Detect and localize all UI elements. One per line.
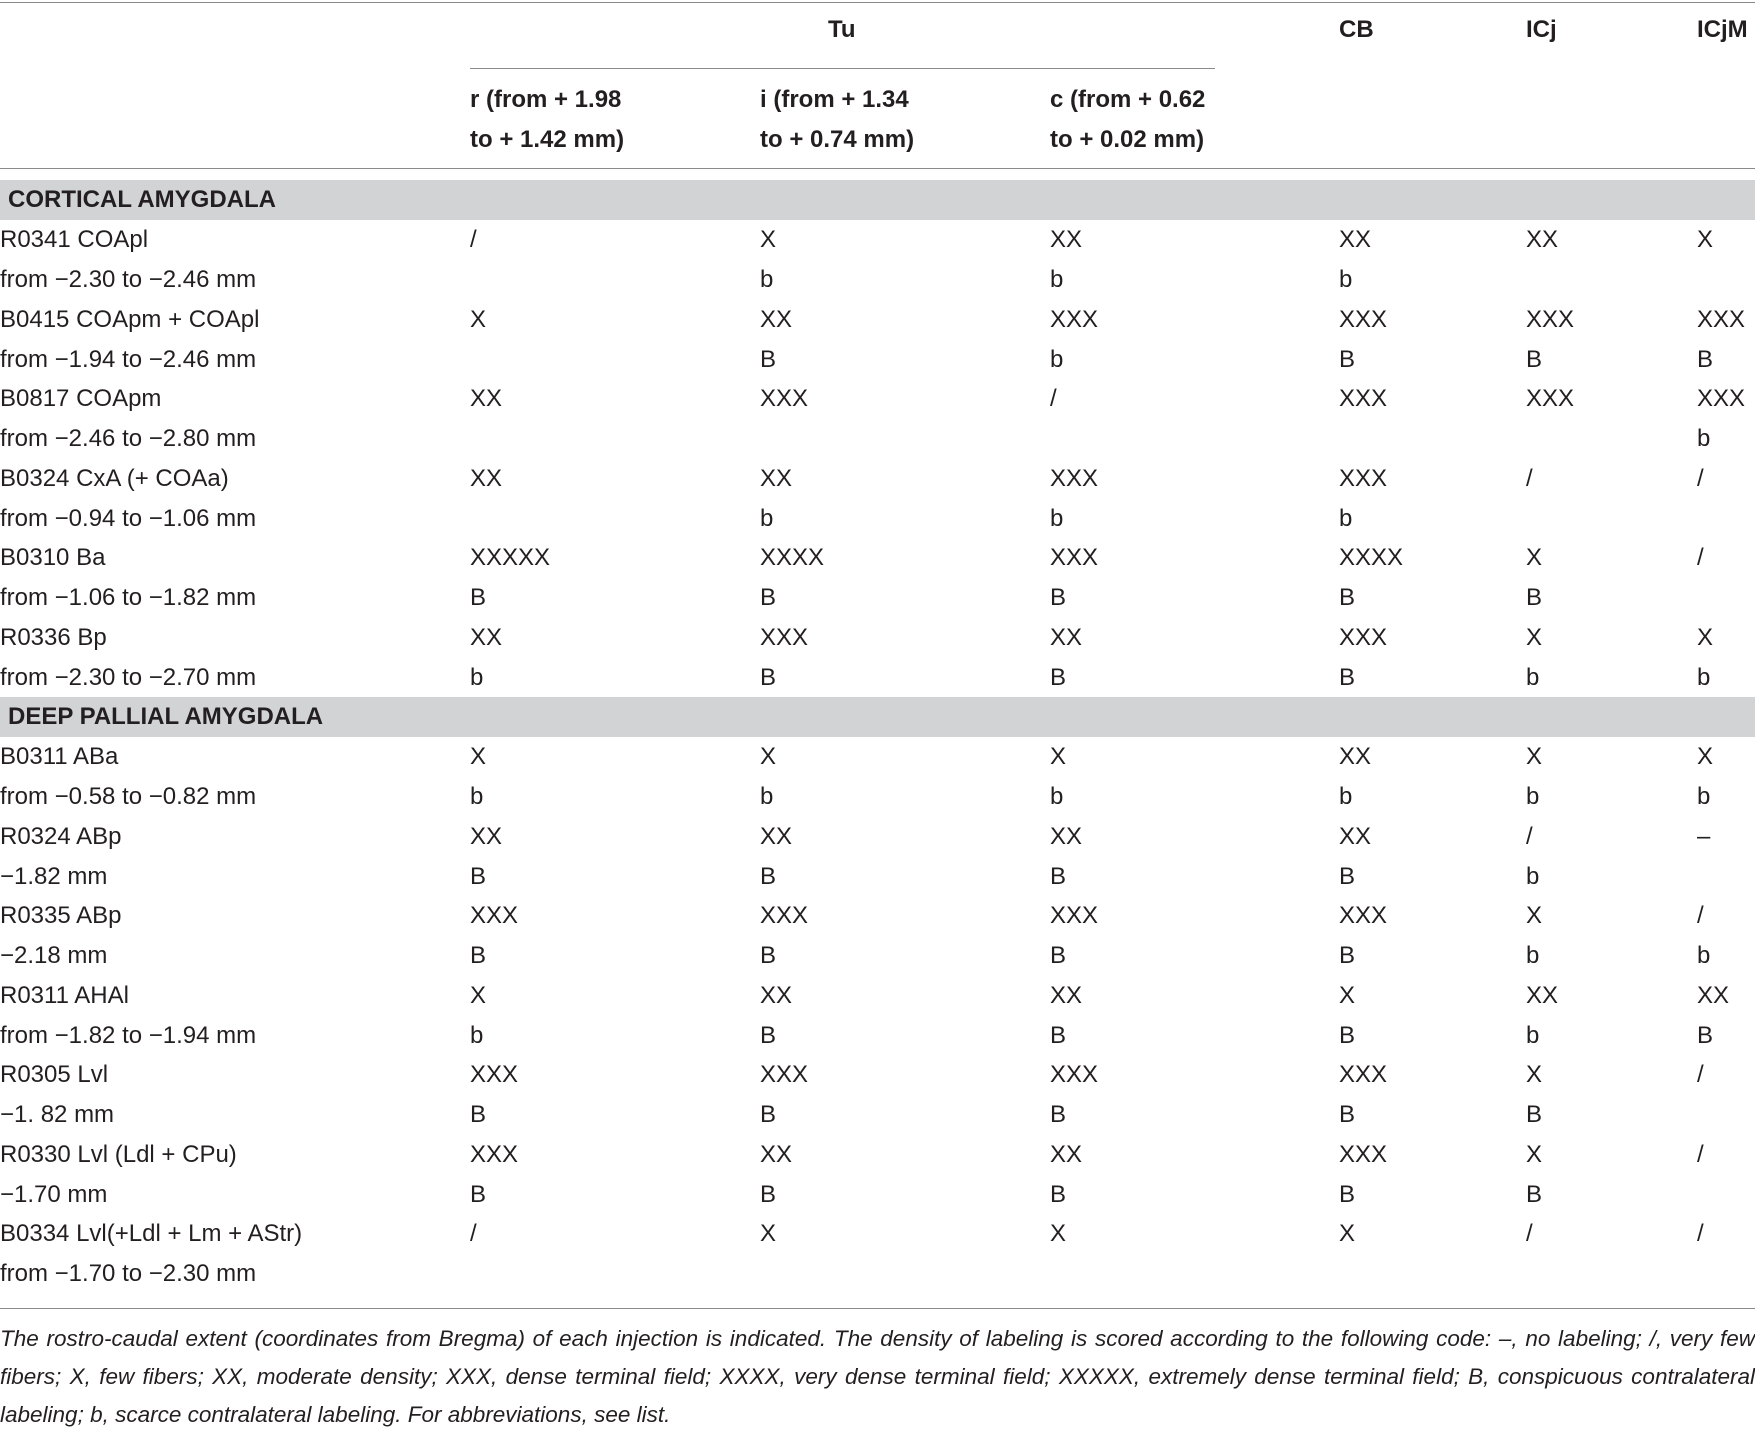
injection-range: from −2.30 to −2.70 mm [0,663,257,691]
density-c: X [1050,743,1067,770]
header-c-line1: c (from + 0.62 [1050,86,1206,113]
section-title: DEEP PALLIAL AMYGDALA [8,703,324,730]
contralateral-c: B [1050,1021,1067,1049]
density-i: XXX [760,385,809,412]
density-icjm: / [1697,464,1704,492]
density-c: XX [1050,226,1083,253]
contralateral-r: B [470,1101,487,1128]
density-icjm: X [1697,623,1714,651]
injection-name: R0341 COApl [0,226,149,253]
header-icjm: ICjM [1697,16,1748,43]
density-i: XX [760,1140,793,1168]
injection-range: from −0.94 to −1.06 mm [0,504,257,532]
contralateral-c: B [1050,1101,1067,1128]
injection-range: from −1.82 to −1.94 mm [0,1021,257,1049]
density-c: XXX [1050,1061,1099,1088]
header-tu: Tu [828,16,856,43]
contralateral-r: B [470,942,487,969]
contralateral-i: B [760,1180,777,1208]
contralateral-c: b [1050,783,1064,810]
contralateral-icj: b [1526,783,1540,810]
contralateral-icjm: b [1697,942,1711,969]
header-r-line1: r (from + 1.98 [470,86,622,113]
contralateral-r: B [470,862,487,890]
contralateral-icj: b [1526,862,1540,890]
injection-name: B0817 COApm [0,385,162,412]
density-i: X [760,743,777,770]
contralateral-r: B [470,1180,487,1208]
density-c: X [1050,1220,1067,1247]
density-cb: X [1339,981,1356,1009]
contralateral-c: B [1050,1180,1067,1208]
injection-name: B0415 COApm + COApl [0,305,260,333]
injection-name: B0334 Lvl(+Ldl + Lm + AStr) [0,1220,303,1247]
contralateral-i: B [760,1101,777,1128]
density-r: X [470,305,487,333]
section-header-deep-pallial [0,697,1755,737]
density-i: XXX [760,902,809,929]
contralateral-cb: B [1339,942,1356,969]
density-icj: XXX [1526,385,1575,412]
section-title: CORTICAL AMYGDALA [8,186,276,213]
density-c: XX [1050,1140,1083,1168]
contralateral-i: b [760,783,774,810]
density-icjm: / [1697,1061,1704,1088]
injection-name: B0311 ABa [0,743,119,770]
contralateral-r: b [470,783,484,810]
contralateral-icjm: B [1697,1021,1714,1049]
contralateral-icjm: b [1697,783,1711,810]
injection-range: from −1.94 to −2.46 mm [0,345,257,373]
contralateral-icj: B [1526,1101,1543,1128]
contralateral-cb: B [1339,345,1356,373]
contralateral-i: B [760,345,777,373]
contralateral-icjm: b [1697,663,1711,691]
contralateral-icj: b [1526,663,1540,691]
table-row [0,538,1755,618]
table-row [0,737,1755,817]
density-r: XXX [470,902,519,929]
table-row [0,976,1755,1056]
contralateral-i: b [760,266,774,293]
injection-name: R0335 ABp [0,902,122,929]
contralateral-cb: B [1339,862,1356,890]
injection-name: R0330 Lvl (Ldl + CPu) [0,1140,237,1168]
density-icj: XXX [1526,305,1575,333]
contralateral-icj: b [1526,1021,1540,1049]
density-cb: XXXX [1339,544,1404,571]
density-r: XXX [470,1061,519,1088]
density-r: XXXXX [470,544,551,571]
density-icj: XX [1526,226,1559,253]
injection-range: from −2.46 to −2.80 mm [0,425,257,452]
contralateral-i: B [760,862,777,890]
contralateral-icj: B [1526,584,1543,611]
density-i: XXX [760,623,809,651]
contralateral-c: B [1050,942,1067,969]
header-i-line2: to + 0.74 mm) [760,126,915,153]
contralateral-cb: B [1339,1021,1356,1049]
table-row [0,300,1755,380]
density-cb: XXX [1339,902,1388,929]
table-row [0,1055,1755,1135]
injection-name: R0324 ABp [0,822,122,850]
density-icjm: X [1697,226,1714,253]
density-icj: X [1526,544,1543,571]
contralateral-cb: b [1339,266,1353,293]
header-icj: ICj [1526,16,1557,43]
density-c: / [1050,385,1057,412]
density-cb: XX [1339,743,1372,770]
injection-name: R0305 Lvl [0,1061,109,1088]
density-icj: / [1526,822,1533,850]
contralateral-icjm: b [1697,425,1711,452]
injection-range: −1.70 mm [0,1180,108,1208]
contralateral-cb: B [1339,1101,1356,1128]
contralateral-i: b [760,504,774,532]
density-icjm: / [1697,544,1704,571]
density-i: XXXX [760,544,825,571]
contralateral-cb: b [1339,504,1353,532]
density-cb: XXX [1339,1061,1388,1088]
density-icj: / [1526,1220,1533,1247]
header-cb: CB [1339,16,1374,43]
density-icj: / [1526,464,1533,492]
contralateral-i: B [760,942,777,969]
contralateral-c: b [1050,504,1064,532]
injection-range: from −1.70 to −2.30 mm [0,1260,257,1287]
density-icjm: / [1697,1220,1704,1247]
contralateral-c: B [1050,663,1067,691]
contralateral-cb: B [1339,584,1356,611]
tu-span-rule [470,68,1215,69]
header-i-line1: i (from + 1.34 [760,86,909,113]
contralateral-i: B [760,584,777,611]
density-cb: XXX [1339,1140,1388,1168]
density-i: X [760,226,777,253]
contralateral-icj: B [1526,1180,1543,1208]
density-i: XX [760,822,793,850]
injection-range: −2.18 mm [0,942,108,969]
injection-name: R0311 AHAl [0,981,129,1009]
injection-name: B0324 CxA (+ COAa) [0,464,229,492]
header-c-line2: to + 0.02 mm) [1050,126,1205,153]
density-cb: XXX [1339,385,1388,412]
density-c: XX [1050,623,1083,651]
density-icj: X [1526,902,1543,929]
injection-range: −1. 82 mm [0,1101,115,1128]
injection-name: B0310 Ba [0,544,106,571]
table-footnote: The rostro-caudal extent (coordinates from Bregma) of each injection is indicated. The density of labeling is scored according to the following code: –, no labeling; /, very few fibers; X, few fibers; XX, moderate density; XXX, dense terminal field; XXXX, very dense terminal field; XXXXX, extremely dense terminal field; B, conspicuous contralateral labeling; b, scarce contralateral labeling. For abbreviations, see list. [0,1326,1755,1427]
density-r: XX [470,385,503,412]
header-r-line2: to + 1.42 mm) [470,126,625,153]
density-icjm: XX [1697,981,1730,1009]
density-icj: X [1526,1140,1543,1168]
contralateral-cb: b [1339,783,1353,810]
density-cb: X [1339,1220,1356,1247]
contralateral-r: b [470,663,484,691]
table-row [0,896,1755,976]
table-row [0,459,1755,539]
density-i: X [760,1220,777,1247]
density-r: / [470,226,477,253]
density-c: XX [1050,822,1083,850]
density-i: XX [760,464,793,492]
table-row [0,817,1755,897]
contralateral-cb: B [1339,663,1356,691]
contralateral-cb: B [1339,1180,1356,1208]
density-cb: XX [1339,822,1372,850]
density-r: X [470,743,487,770]
contralateral-icj: b [1526,942,1540,969]
injection-range: from −0.58 to −0.82 mm [0,783,257,810]
density-icjm: – [1697,822,1711,850]
density-r: XX [470,464,503,492]
contralateral-i: B [760,1021,777,1049]
contralateral-r: B [470,584,487,611]
density-r: XX [470,623,503,651]
density-icjm: / [1697,1140,1704,1168]
injection-range: −1.82 mm [0,862,108,890]
density-icj: X [1526,1061,1543,1088]
density-i: XX [760,981,793,1009]
contralateral-icjm: B [1697,345,1714,373]
contralateral-icj: B [1526,345,1543,373]
contralateral-r: b [470,1021,484,1049]
injection-name: R0336 Bp [0,623,107,651]
density-cb: XXX [1339,305,1388,333]
density-cb: XXX [1339,623,1388,651]
injection-range: from −2.30 to −2.46 mm [0,266,257,293]
density-r: XX [470,822,503,850]
density-icjm: / [1697,902,1704,929]
header-bottom-rule [0,168,1755,169]
density-r: / [470,1220,477,1247]
table-row [0,220,1755,300]
table-row [0,1135,1755,1215]
density-cb: XX [1339,226,1372,253]
contralateral-c: b [1050,266,1064,293]
density-r: XXX [470,1140,519,1168]
density-icj: XX [1526,981,1559,1009]
contralateral-i: B [760,663,777,691]
density-c: XXX [1050,544,1099,571]
density-icjm: XXX [1697,305,1746,333]
density-c: XXX [1050,464,1099,492]
density-icj: X [1526,623,1543,651]
contralateral-c: B [1050,862,1067,890]
table-row [0,618,1755,698]
density-r: X [470,981,487,1009]
density-icjm: XXX [1697,385,1746,412]
density-i: XX [760,305,793,333]
injection-range: from −1.06 to −1.82 mm [0,584,257,611]
density-i: XXX [760,1061,809,1088]
density-c: XXX [1050,305,1099,333]
density-c: XX [1050,981,1083,1009]
table-row [0,1214,1755,1294]
density-cb: XXX [1339,464,1388,492]
contralateral-c: b [1050,345,1064,373]
density-c: XXX [1050,902,1099,929]
section-header-cortical [0,180,1755,220]
contralateral-c: B [1050,584,1067,611]
table-bottom-rule [0,1308,1755,1309]
top-rule [0,2,1755,3]
density-icj: X [1526,743,1543,770]
density-icjm: X [1697,743,1714,770]
table-row [0,379,1755,459]
